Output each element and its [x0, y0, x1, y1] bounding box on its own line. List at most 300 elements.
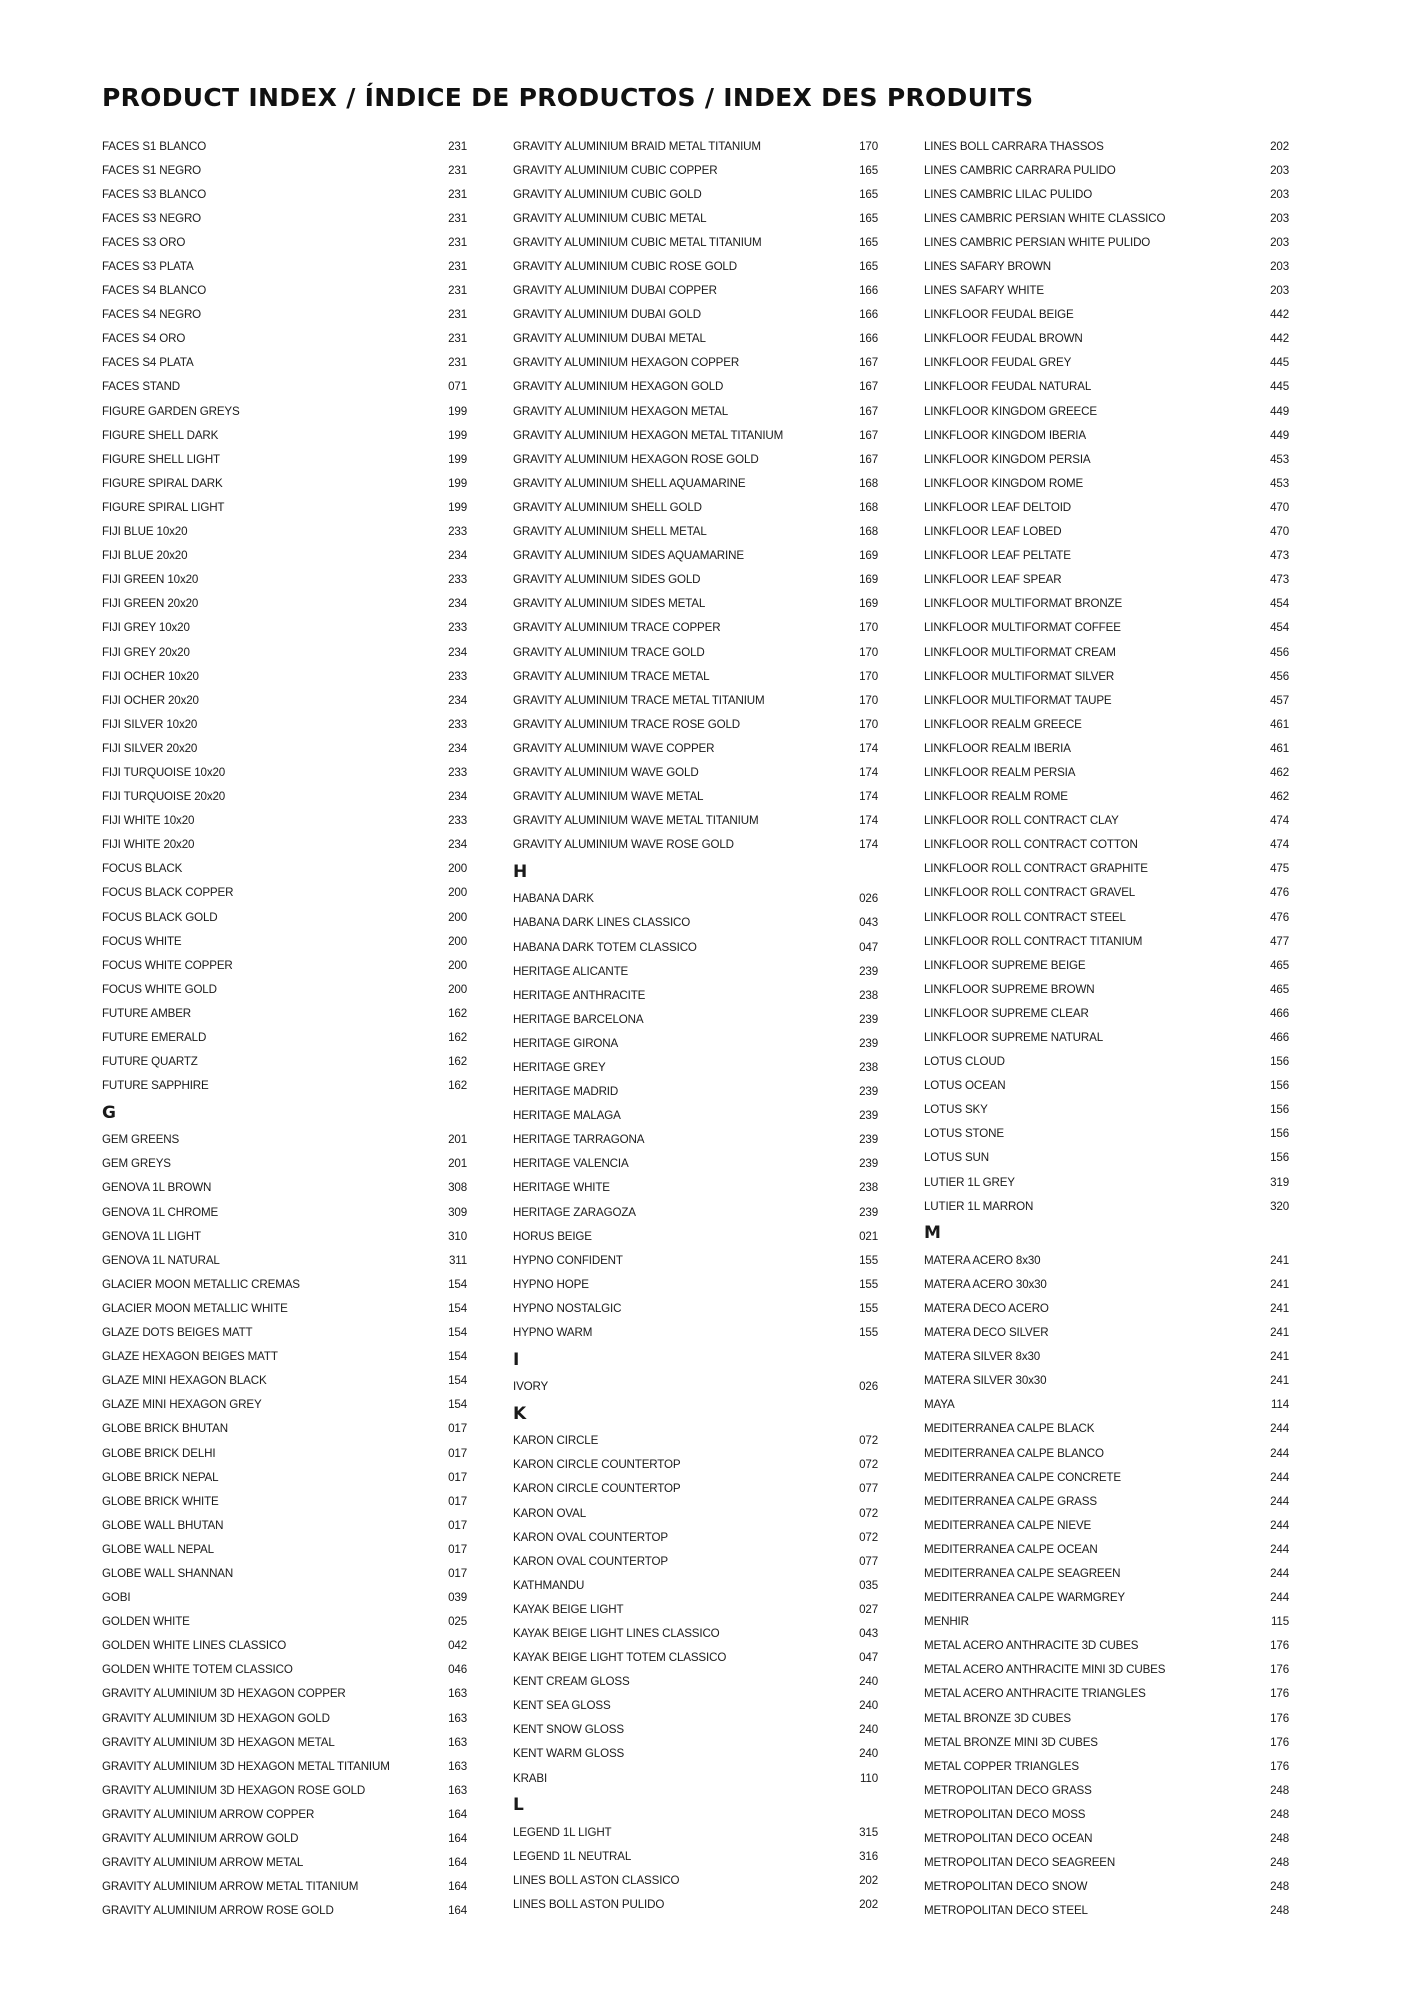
index-entry [513, 1892, 878, 1916]
page-number: 457 [1270, 693, 1289, 707]
index-entry [102, 881, 467, 905]
product-name: GRAVITY ALUMINIUM TRACE ROSE GOLD [513, 717, 740, 731]
product-name: FIJI GREEN 20x20 [102, 597, 199, 611]
index-entry [513, 1321, 878, 1345]
index-entry [924, 544, 1289, 568]
page-number: 240 [859, 1723, 878, 1737]
product-name: FIJI BLUE 10x20 [102, 525, 188, 539]
index-entry [513, 327, 878, 351]
index-entry [513, 640, 878, 664]
index-entry [513, 1200, 878, 1224]
index-entry [102, 1393, 467, 1417]
product-name: MEDITERRANEA CALPE BLANCO [924, 1446, 1104, 1460]
product-name: HYPNO NOSTALGIC [513, 1301, 622, 1315]
product-name: METROPOLITAN DECO SEAGREEN [924, 1856, 1116, 1870]
index-entry [513, 423, 878, 447]
index-entry [102, 1802, 467, 1826]
product-name: GRAVITY ALUMINIUM CUBIC COPPER [513, 163, 718, 177]
index-entry [924, 279, 1289, 303]
page-number: 238 [859, 1061, 878, 1075]
index-entry [513, 1152, 878, 1176]
page-number: 166 [859, 308, 878, 322]
product-name: GENOVA 1L CHROME [102, 1205, 219, 1219]
product-name: GRAVITY ALUMINIUM TRACE COPPER [513, 621, 721, 635]
product-name: HERITAGE GREY [513, 1061, 606, 1075]
page-number: 234 [448, 741, 467, 755]
index-column-3 [924, 134, 1289, 1923]
product-name: GRAVITY ALUMINIUM DUBAI METAL [513, 332, 706, 346]
index-entry [102, 1001, 467, 1025]
product-name: GRAVITY ALUMINIUM HEXAGON COPPER [513, 356, 740, 370]
product-name: LINKFLOOR MULTIFORMAT TAUPE [924, 693, 1112, 707]
product-name: LINKFLOOR ROLL CONTRACT COTTON [924, 838, 1138, 852]
page-number: 165 [859, 260, 878, 274]
index-entry [102, 1634, 467, 1658]
product-name: GENOVA 1L LIGHT [102, 1229, 201, 1243]
page-number: 176 [1270, 1663, 1289, 1677]
page-number: 476 [1270, 910, 1289, 924]
page-number: 114 [1270, 1398, 1289, 1412]
product-name: FIJI TURQUOISE 20x20 [102, 790, 226, 804]
page-number: 162 [448, 1079, 467, 1093]
page-number: 234 [448, 693, 467, 707]
product-name: LINKFLOOR ROLL CONTRACT CLAY [924, 814, 1119, 828]
page-number: 241 [1270, 1277, 1289, 1291]
product-name: GOBI [102, 1591, 131, 1605]
page-number: 244 [1270, 1494, 1289, 1508]
page-number: 476 [1270, 886, 1289, 900]
index-entry [102, 447, 467, 471]
index-entry [102, 1610, 467, 1634]
product-name: HERITAGE MALAGA [513, 1109, 621, 1123]
product-name: LINKFLOOR FEUDAL GREY [924, 356, 1072, 370]
product-name: LINKFLOOR ROLL CONTRACT TITANIUM [924, 934, 1143, 948]
page-number: 174 [859, 790, 878, 804]
product-name: LINES SAFARY WHITE [924, 284, 1044, 298]
index-entry [513, 375, 878, 399]
index-entry [513, 664, 878, 688]
page-number: 248 [1270, 1783, 1289, 1797]
product-name: KRABI [513, 1771, 548, 1785]
index-entry [102, 857, 467, 881]
page-number: 238 [859, 988, 878, 1002]
product-name: HABANA DARK LINES CLASSICO [513, 916, 691, 930]
product-name: GOLDEN WHITE LINES CLASSICO [102, 1639, 287, 1653]
product-name: METAL ACERO ANTHRACITE TRIANGLES [924, 1687, 1146, 1701]
page-number: 017 [448, 1566, 467, 1580]
page-number: 233 [448, 765, 467, 779]
page-number: 233 [448, 669, 467, 683]
product-name: FACES S4 NEGRO [102, 308, 202, 322]
product-name: GRAVITY ALUMINIUM CUBIC GOLD [513, 187, 702, 201]
product-name: MEDITERRANEA CALPE WARMGREY [924, 1591, 1126, 1605]
index-entry [102, 1875, 467, 1899]
product-name: LOTUS SUN [924, 1151, 990, 1165]
product-name: METROPOLITAN DECO SNOW [924, 1880, 1088, 1894]
page-number: 164 [448, 1856, 467, 1870]
page-number: 470 [1270, 525, 1289, 539]
product-name: LINKFLOOR LEAF PELTATE [924, 549, 1071, 563]
index-entry [513, 688, 878, 712]
index-entry [102, 1176, 467, 1200]
product-name: FIGURE SPIRAL DARK [102, 476, 223, 490]
product-name: LINKFLOOR ROLL CONTRACT GRAVEL [924, 886, 1136, 900]
product-name: FOCUS WHITE COPPER [102, 958, 233, 972]
page-number: 035 [859, 1578, 878, 1592]
index-entry [102, 1489, 467, 1513]
index-entry [924, 785, 1289, 809]
page-number: 239 [859, 1109, 878, 1123]
page-number: 203 [1270, 163, 1289, 177]
index-entry [924, 1682, 1289, 1706]
page-number: 176 [1270, 1687, 1289, 1701]
index-entry [924, 1875, 1289, 1899]
product-name: GRAVITY ALUMINIUM HEXAGON METAL TITANIUM [513, 428, 784, 442]
page-number: 162 [448, 1006, 467, 1020]
index-entry [102, 1152, 467, 1176]
index-entry [513, 520, 878, 544]
page-number: 174 [859, 814, 878, 828]
product-name: GRAVITY ALUMINIUM 3D HEXAGON GOLD [102, 1711, 330, 1725]
product-name: LINES CAMBRIC PERSIAN WHITE CLASSICO [924, 211, 1166, 225]
product-name: GRAVITY ALUMINIUM SHELL AQUAMARINE [513, 476, 746, 490]
index-entry [924, 568, 1289, 592]
product-name: LINKFLOOR FEUDAL BROWN [924, 332, 1083, 346]
page-number: 170 [859, 693, 878, 707]
product-name: GRAVITY ALUMINIUM ARROW GOLD [102, 1832, 299, 1846]
index-entry [924, 182, 1289, 206]
page-number: 201 [448, 1133, 467, 1147]
page-number: 239 [859, 964, 878, 978]
product-name: GRAVITY ALUMINIUM TRACE GOLD [513, 645, 705, 659]
index-entry [102, 206, 467, 230]
product-name: MATERA SILVER 8x30 [924, 1350, 1041, 1364]
index-entry [513, 1429, 878, 1453]
page-number: 244 [1270, 1591, 1289, 1605]
product-name: FOCUS BLACK COPPER [102, 886, 234, 900]
index-entry [924, 1899, 1289, 1923]
index-entry [924, 1170, 1289, 1194]
index-entry [924, 1586, 1289, 1610]
product-name: GLAZE DOTS BEIGES MATT [102, 1326, 253, 1340]
product-name: LINKFLOOR KINGDOM PERSIA [924, 452, 1091, 466]
product-name: LINKFLOOR MULTIFORMAT BRONZE [924, 597, 1123, 611]
product-name: MATERA ACERO 30x30 [924, 1277, 1047, 1291]
product-name: LOTUS SKY [924, 1103, 988, 1117]
page-number: 203 [1270, 187, 1289, 201]
index-entry [924, 1706, 1289, 1730]
index-entry [513, 1766, 878, 1790]
index-entry [102, 1899, 467, 1923]
product-name: KATHMANDU [513, 1578, 585, 1592]
product-name: HABANA DARK TOTEM CLASSICO [513, 940, 697, 954]
index-entry [924, 1296, 1289, 1320]
index-entry [102, 640, 467, 664]
product-name: FUTURE QUARTZ [102, 1055, 198, 1069]
page-number: 170 [859, 717, 878, 731]
index-entry [102, 1441, 467, 1465]
page-number: 154 [448, 1350, 467, 1364]
page-number: 241 [1270, 1301, 1289, 1315]
product-name: HERITAGE ALICANTE [513, 964, 629, 978]
index-entry [924, 905, 1289, 929]
index-entry [924, 1025, 1289, 1049]
page-number: 454 [1270, 621, 1289, 635]
index-entry [924, 254, 1289, 278]
page-number: 442 [1270, 332, 1289, 346]
index-entry [102, 1851, 467, 1875]
page-number: 248 [1270, 1904, 1289, 1918]
product-name: LINES BOLL ASTON PULIDO [513, 1897, 665, 1911]
page-number: 453 [1270, 476, 1289, 490]
product-name: KARON OVAL [513, 1506, 587, 1520]
product-name: HERITAGE ANTHRACITE [513, 988, 646, 1002]
product-name: MATERA DECO ACERO [924, 1301, 1049, 1315]
product-name: LINKFLOOR KINGDOM GREECE [924, 404, 1097, 418]
product-name: MEDITERRANEA CALPE CONCRETE [924, 1470, 1121, 1484]
product-name: MENHIR [924, 1615, 969, 1629]
index-entry [513, 1128, 878, 1152]
page-number: 445 [1270, 380, 1289, 394]
page-number: 017 [448, 1422, 467, 1436]
index-entry [513, 230, 878, 254]
page-number: 164 [448, 1807, 467, 1821]
product-name: IVORY [513, 1380, 549, 1394]
index-entry [513, 254, 878, 278]
page-number: 461 [1270, 717, 1289, 731]
index-entry [924, 1369, 1289, 1393]
index-entry [924, 977, 1289, 1001]
index-entry [513, 959, 878, 983]
product-name: LINKFLOOR LEAF DELTOID [924, 500, 1072, 514]
product-name: FIJI GREY 10x20 [102, 621, 190, 635]
index-entry [102, 785, 467, 809]
product-name: HYPNO HOPE [513, 1277, 589, 1291]
page-number: 156 [1270, 1127, 1289, 1141]
page-number: 200 [448, 982, 467, 996]
product-name: HYPNO WARM [513, 1326, 593, 1340]
index-entry [924, 953, 1289, 977]
page-number: 166 [859, 284, 878, 298]
page-number: 244 [1270, 1566, 1289, 1580]
product-name: GRAVITY ALUMINIUM SIDES METAL [513, 597, 706, 611]
page-number: 155 [859, 1253, 878, 1267]
page-number: 017 [448, 1542, 467, 1556]
page-number: 167 [859, 452, 878, 466]
product-name: GRAVITY ALUMINIUM DUBAI COPPER [513, 284, 717, 298]
page-number: 233 [448, 814, 467, 828]
index-entry [513, 1224, 878, 1248]
index-entry [924, 520, 1289, 544]
page-number: 072 [859, 1434, 878, 1448]
index-entry [924, 688, 1289, 712]
product-name: GRAVITY ALUMINIUM CUBIC METAL [513, 211, 707, 225]
product-name: GRAVITY ALUMINIUM CUBIC METAL TITANIUM [513, 235, 762, 249]
page-number: 315 [859, 1825, 878, 1839]
product-name: GRAVITY ALUMINIUM SHELL GOLD [513, 500, 702, 514]
index-entry [102, 664, 467, 688]
page-number: 043 [859, 1626, 878, 1640]
index-entry [102, 1658, 467, 1682]
index-entry [102, 712, 467, 736]
product-name: GRAVITY ALUMINIUM ARROW ROSE GOLD [102, 1904, 334, 1918]
product-name: GOLDEN WHITE [102, 1615, 190, 1629]
page-number: 017 [448, 1518, 467, 1532]
index-entry [924, 760, 1289, 784]
product-name: HERITAGE VALENCIA [513, 1157, 629, 1171]
product-name: HERITAGE BARCELONA [513, 1012, 644, 1026]
page-number: 239 [859, 1157, 878, 1171]
index-entry [513, 1375, 878, 1399]
product-name: FIJI WHITE 10x20 [102, 814, 195, 828]
index-entry [102, 1682, 467, 1706]
index-entry [513, 1573, 878, 1597]
index-entry [924, 1345, 1289, 1369]
index-entry [513, 1453, 878, 1477]
product-name: MATERA DECO SILVER [924, 1326, 1049, 1340]
index-entry [513, 1296, 878, 1320]
product-name: LOTUS OCEAN [924, 1079, 1006, 1093]
page-number: 164 [448, 1880, 467, 1894]
product-name: FOCUS WHITE GOLD [102, 982, 217, 996]
page-number: 156 [1270, 1079, 1289, 1093]
page-number: 244 [1270, 1446, 1289, 1460]
page-number: 174 [859, 838, 878, 852]
page-number: 244 [1270, 1470, 1289, 1484]
index-entry [513, 785, 878, 809]
index-entry [513, 158, 878, 182]
product-name: LOTUS CLOUD [924, 1055, 1005, 1069]
page-number: 231 [448, 284, 467, 298]
product-name: KENT CREAM GLOSS [513, 1675, 630, 1689]
product-name: FACES S4 BLANCO [102, 284, 207, 298]
page-number: 176 [1270, 1759, 1289, 1773]
page-number: 072 [859, 1506, 878, 1520]
index-entry [513, 1844, 878, 1868]
page-number: 203 [1270, 260, 1289, 274]
product-name: LEGEND 1L NEUTRAL [513, 1849, 632, 1863]
page-number: 466 [1270, 1031, 1289, 1045]
page-number: 239 [859, 1085, 878, 1099]
product-name: FIJI SILVER 20x20 [102, 741, 198, 755]
page-number: 231 [448, 163, 467, 177]
product-name: HYPNO CONFIDENT [513, 1253, 623, 1267]
index-entry [102, 1345, 467, 1369]
page-number: 449 [1270, 404, 1289, 418]
product-name: LINKFLOOR ROLL CONTRACT GRAPHITE [924, 862, 1148, 876]
index-entry [924, 929, 1289, 953]
product-name: LINES CAMBRIC PERSIAN WHITE PULIDO [924, 235, 1151, 249]
product-name: GRAVITY ALUMINIUM HEXAGON METAL [513, 404, 729, 418]
product-name: FIJI TURQUOISE 10x20 [102, 765, 226, 779]
product-name: GLOBE BRICK NEPAL [102, 1470, 219, 1484]
product-name: GRAVITY ALUMINIUM ARROW METAL [102, 1856, 304, 1870]
index-entry [924, 1393, 1289, 1417]
product-name: LINKFLOOR REALM GREECE [924, 717, 1082, 731]
index-entry [513, 1868, 878, 1892]
product-name: METROPOLITAN DECO MOSS [924, 1807, 1086, 1821]
page-number: 231 [448, 187, 467, 201]
page-number: 200 [448, 934, 467, 948]
index-entry [924, 1778, 1289, 1802]
page-number: 154 [448, 1277, 467, 1291]
index-entry [513, 1501, 878, 1525]
page-number: 164 [448, 1904, 467, 1918]
product-name: GRAVITY ALUMINIUM SIDES AQUAMARINE [513, 549, 744, 563]
page-number: 072 [859, 1458, 878, 1472]
product-name: FACES S1 NEGRO [102, 163, 202, 177]
index-entry [924, 206, 1289, 230]
page-number: 202 [859, 1873, 878, 1887]
index-entry [513, 1549, 878, 1573]
index-entry [924, 447, 1289, 471]
index-entry [924, 399, 1289, 423]
index-entry [513, 712, 878, 736]
product-name: GRAVITY ALUMINIUM DUBAI GOLD [513, 308, 701, 322]
index-entry [924, 712, 1289, 736]
product-name: KARON CIRCLE [513, 1434, 599, 1448]
product-name: GRAVITY ALUMINIUM TRACE METAL TITANIUM [513, 693, 765, 707]
index-entry [513, 1694, 878, 1718]
product-name: FIGURE SPIRAL LIGHT [102, 500, 225, 514]
page-number: 174 [859, 765, 878, 779]
index-entry [513, 1621, 878, 1645]
page-number: 155 [859, 1301, 878, 1315]
product-name: GEM GREENS [102, 1133, 180, 1147]
index-entry [924, 1634, 1289, 1658]
product-name: KAYAK BEIGE LIGHT TOTEM CLASSICO [513, 1651, 727, 1665]
index-entry [513, 279, 878, 303]
index-entry [513, 1031, 878, 1055]
index-entry [924, 471, 1289, 495]
page-number: 154 [448, 1374, 467, 1388]
page-number: 166 [859, 332, 878, 346]
page-number: 176 [1270, 1711, 1289, 1725]
index-entry [513, 351, 878, 375]
product-name: LINKFLOOR FEUDAL BEIGE [924, 308, 1074, 322]
page-number: 234 [448, 597, 467, 611]
index-entry [513, 1525, 878, 1549]
product-name: KAYAK BEIGE LIGHT LINES CLASSICO [513, 1626, 720, 1640]
product-name: LINKFLOOR MULTIFORMAT CREAM [924, 645, 1116, 659]
product-name: HERITAGE WHITE [513, 1181, 610, 1195]
index-entry [102, 905, 467, 929]
page-number: 238 [859, 1181, 878, 1195]
page-number: 233 [448, 573, 467, 587]
index-entry [924, 1050, 1289, 1074]
page-number: 200 [448, 862, 467, 876]
product-name: KARON OVAL COUNTERTOP [513, 1554, 668, 1568]
index-entry [924, 640, 1289, 664]
page-number: 042 [448, 1639, 467, 1653]
page-number: 241 [1270, 1326, 1289, 1340]
product-name: GLAZE MINI HEXAGON GREY [102, 1398, 262, 1412]
page-number: 156 [1270, 1055, 1289, 1069]
page-number: 244 [1270, 1518, 1289, 1532]
page-number: 170 [859, 669, 878, 683]
page-number: 043 [859, 916, 878, 930]
index-entry [924, 809, 1289, 833]
page-number: 199 [448, 500, 467, 514]
page-number: 163 [448, 1711, 467, 1725]
index-entry [513, 399, 878, 423]
page-number: 456 [1270, 645, 1289, 659]
product-name: GRAVITY ALUMINIUM HEXAGON ROSE GOLD [513, 452, 759, 466]
index-entry [513, 1597, 878, 1621]
product-name: FACES S3 PLATA [102, 260, 194, 274]
section-letter: I [513, 1349, 520, 1370]
index-entry [102, 375, 467, 399]
